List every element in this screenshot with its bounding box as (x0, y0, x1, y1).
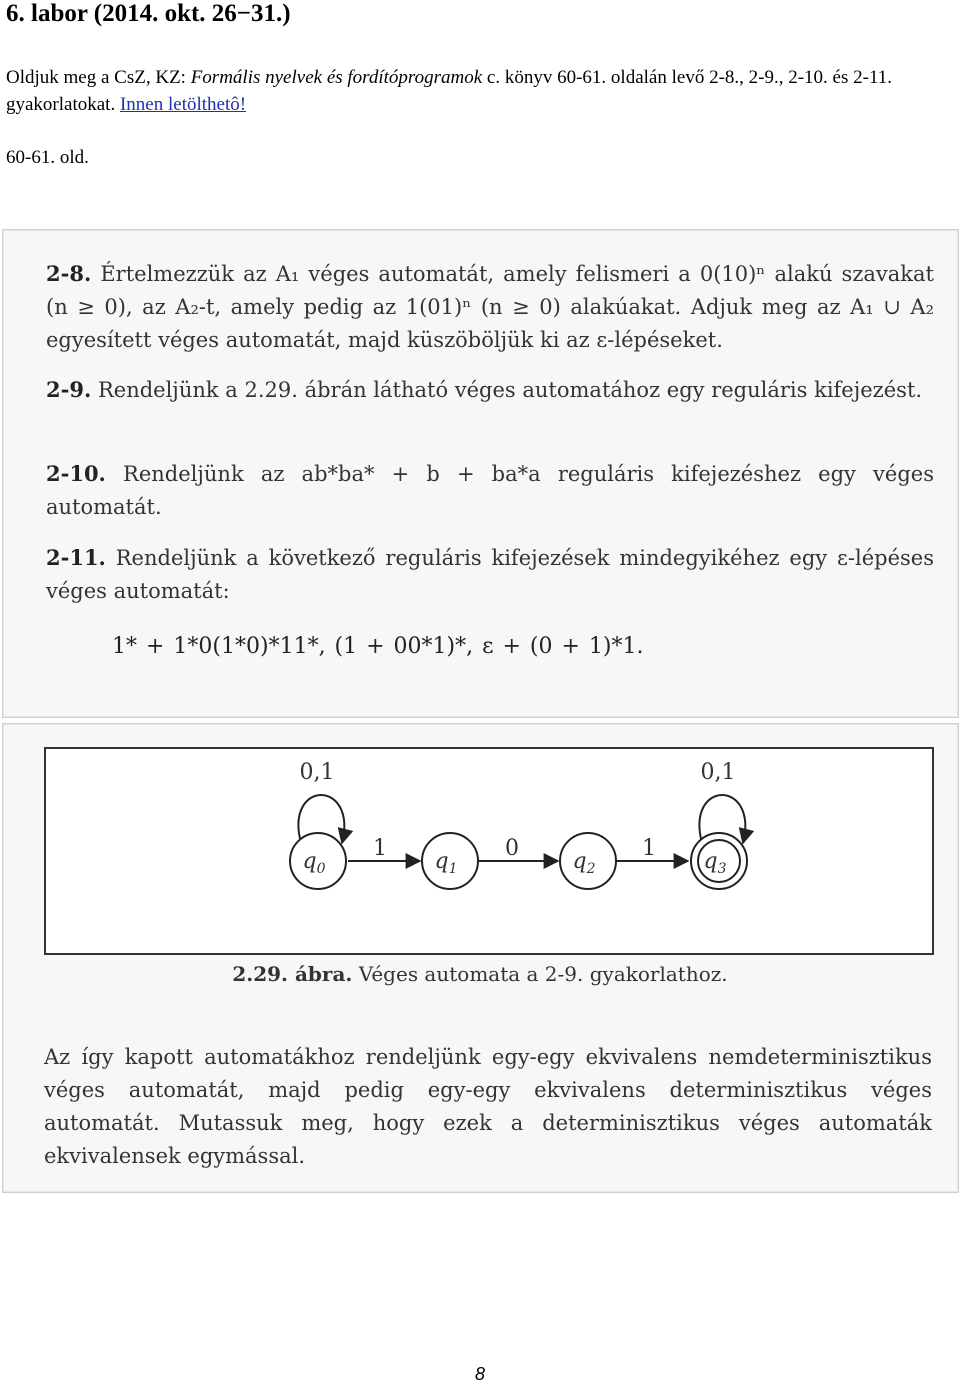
edge-label-q2-q3: 1 (642, 836, 656, 861)
regex-formula: 1* + 1*0(1*0)*11*, (1 + 00*1)*, ε + (0 + 1)*1. (112, 634, 644, 659)
automaton-svg (46, 749, 932, 953)
loop-label-q3: 0,1 (700, 760, 736, 785)
exercise-number: 2-10. (46, 461, 106, 486)
page-reference: 60-61. old. (6, 147, 89, 168)
page-number: 8 (474, 1364, 485, 1384)
intro-suffix: c. könyv 60-61. oldalán levő 2-8., 2-9., 2-10. és 2-11. gyakorlatokat. (6, 67, 892, 115)
intro-paragraph (6, 64, 956, 118)
exercise-text: Rendeljünk a 2.29. ábrán látható véges automatához egy reguláris kifejezést. (97, 378, 923, 402)
exercise-number: 2-9. (46, 377, 92, 402)
state-label-q3: $q_3$ (703, 849, 727, 877)
download-link[interactable]: Innen letölthetô! (119, 94, 247, 115)
state-label-q2: $q_2$ (572, 849, 596, 877)
caption-text: Véges automata a 2-9. gyakorlathoz. (352, 962, 728, 986)
book-title: Formális nyelvek és fordítóprogramok (190, 67, 483, 88)
automaton-diagram (44, 747, 934, 955)
exercise-text: Rendeljünk a következő reguláris kifejezések mindegyikéhez egy ε-lépéses véges automatát: (46, 546, 934, 603)
exercise-2-9 (46, 373, 934, 407)
exercise-2-11 (46, 541, 934, 608)
exercise-2-10 (46, 457, 934, 524)
exercise-text: Rendeljünk az ab*ba* + b + ba*a reguláris kifejezéshez egy véges automatát. (46, 462, 934, 519)
loop-label-q0: 0,1 (299, 760, 335, 785)
edge-label-q1-q2: 0 (505, 836, 519, 861)
state-label-q1: $q_1$ (434, 849, 458, 877)
exercise-2-8 (46, 257, 934, 357)
exercise-number: 2-11. (46, 545, 106, 570)
figure-caption (0, 962, 960, 986)
edge-label-q0-q1: 1 (373, 836, 387, 861)
caption-label: 2.29. ábra. (232, 962, 353, 986)
exercise-number: 2-8. (46, 261, 92, 286)
closing-paragraph: Az így kapott automatákhoz rendeljünk egy-egy ekvivalens nemdeterminisztikus véges automatát, majd pedig egy-egy ekvivalens determinisztikus véges automatát. Mutassuk meg, hogy ezek a determinisztikus véges automaták ekvivalensek egymással. (44, 1045, 932, 1168)
intro-prefix: Oldjuk meg a CsZ, KZ: (6, 67, 191, 88)
state-label-q0: $q_0$ (302, 849, 326, 877)
exercise-text: Értelmezzük az A₁ véges automatát, amely felismeri a 0(10)ⁿ alakú szavakat (n ≥ 0), az A₂-t, amely pedig az 1(01)ⁿ (n ≥ 0) alakúakat. Adjuk meg az A₁ ∪ A₂ egyesített véges automatát, majd küszöböljük ki az ε-lépéseket. (46, 262, 934, 352)
page-title: 6. labor (2014. okt. 26−31.) (6, 0, 291, 27)
